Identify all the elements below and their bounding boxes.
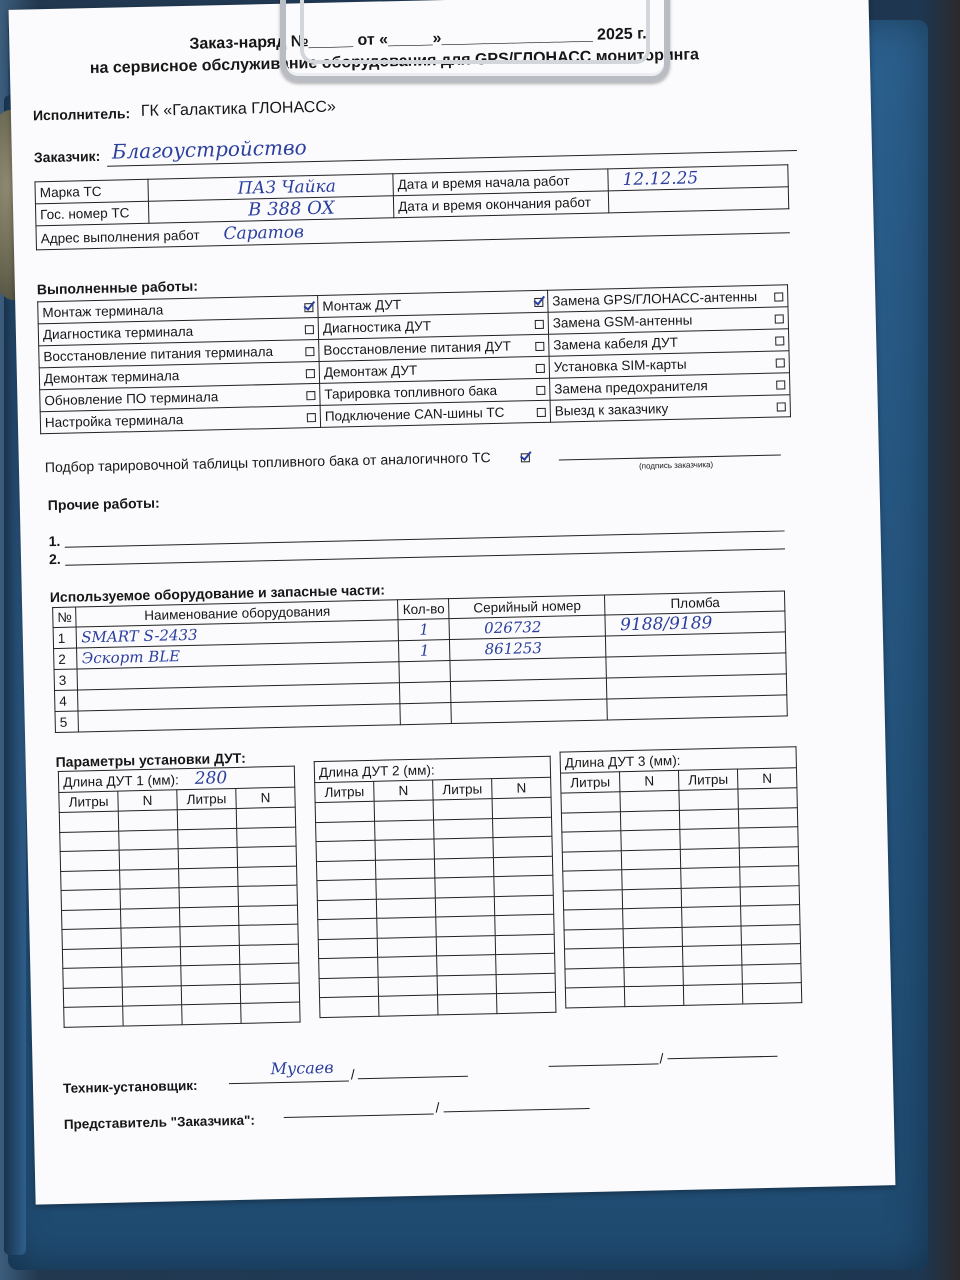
- equipment-cell-n: 2: [54, 648, 78, 670]
- dut-cell[interactable]: [679, 809, 738, 830]
- equipment-cell-name: SMART S-2433: [77, 620, 399, 648]
- dut-cell[interactable]: [181, 984, 240, 1005]
- dut-cell[interactable]: [564, 928, 623, 949]
- calibration-checkbox[interactable]: [521, 453, 530, 462]
- equipment-cell-serial: [451, 699, 607, 724]
- dut-row: [64, 1002, 300, 1027]
- equipment-header: Кол-во: [398, 599, 449, 620]
- dut-header: N: [492, 777, 551, 798]
- dut-cell[interactable]: [622, 888, 681, 909]
- equipment-header: Наименование оборудования: [76, 600, 398, 627]
- customer-rep-name-line: [444, 1108, 590, 1112]
- work-item-label: Подключение CAN-шины ТС: [324, 404, 505, 424]
- work-item-label: Настройка терминала: [44, 412, 184, 431]
- dut-cell[interactable]: [682, 945, 741, 966]
- dut-cell[interactable]: [320, 996, 379, 1017]
- dut-cell[interactable]: [120, 888, 179, 909]
- other-works-title: Прочие работы:: [47, 494, 160, 514]
- dut-cell[interactable]: [494, 875, 553, 896]
- brand-label: Марка ТС: [35, 179, 148, 204]
- dut-table-1: [58, 766, 301, 1028]
- dut-cell[interactable]: [621, 849, 680, 870]
- dut-cell[interactable]: [438, 994, 497, 1015]
- other-works-line-1: [65, 530, 785, 547]
- technician-sign-line: [229, 1080, 349, 1084]
- dut-cell[interactable]: [496, 992, 555, 1013]
- dut-cell[interactable]: [120, 868, 179, 889]
- dut-cell[interactable]: [496, 953, 555, 974]
- work-item-checkbox[interactable]: [305, 347, 314, 356]
- equipment-cell-qty: [400, 703, 451, 725]
- dut-cell[interactable]: [562, 831, 621, 852]
- dut-title: Параметры установки ДУТ:: [55, 749, 247, 771]
- dut-cell[interactable]: [437, 974, 496, 995]
- dut-cell[interactable]: [683, 984, 742, 1005]
- work-item-label: Установка SIM-карты: [553, 356, 687, 375]
- work-item-label: Демонтаж терминала: [43, 368, 180, 387]
- equipment-cell-seal: 9188/9189: [605, 611, 785, 636]
- equipment-cell-n: 1: [53, 627, 77, 649]
- equipment-cell-serial: 861253: [450, 636, 606, 661]
- customer-rep-slash: /: [435, 1099, 440, 1116]
- dut-cell[interactable]: [240, 983, 299, 1004]
- dut-row: [565, 983, 801, 1008]
- dut-table-2: [314, 756, 557, 1018]
- plate-label: Гос. номер ТС: [35, 201, 148, 226]
- extra-slash: /: [659, 1050, 664, 1067]
- dut-cell[interactable]: [377, 917, 436, 938]
- dut-header: N: [619, 770, 678, 791]
- dut-cell[interactable]: [437, 955, 496, 976]
- dut-cell[interactable]: [238, 866, 297, 887]
- work-item-checkbox[interactable]: [535, 320, 544, 329]
- dut-cell[interactable]: [236, 807, 295, 828]
- equipment-cell-qty: 1: [398, 619, 449, 641]
- works-table: [37, 284, 791, 434]
- dut-cell[interactable]: [62, 948, 121, 969]
- work-item-checkbox[interactable]: [304, 303, 313, 312]
- dut-length-cell: Длина ДУТ 2 (мм):: [314, 756, 550, 782]
- dut-cell[interactable]: [742, 983, 801, 1004]
- work-item-checkbox[interactable]: [536, 386, 545, 395]
- equipment-cell-name: Эскорт BLE: [77, 641, 399, 669]
- customer-value: Благоустройство: [111, 135, 307, 164]
- dut-row: [320, 992, 556, 1017]
- dut-cell[interactable]: [561, 792, 620, 813]
- dut-cell[interactable]: [239, 944, 298, 965]
- brand-value: ПАЗ Чайка: [148, 174, 393, 202]
- work-item-checkbox[interactable]: [776, 380, 785, 389]
- dut-cell[interactable]: [493, 836, 552, 857]
- dut-cell[interactable]: [121, 946, 180, 967]
- dut-cell[interactable]: [377, 936, 436, 957]
- dut-cell[interactable]: [376, 878, 435, 899]
- dut-cell[interactable]: [60, 850, 119, 871]
- equipment-cell-seal: [607, 695, 787, 720]
- end-label: Дата и время окончания работ: [393, 191, 608, 218]
- extra-name-line: [668, 1056, 778, 1059]
- dut-cell[interactable]: [237, 827, 296, 848]
- equipment-header: Пломба: [605, 591, 785, 615]
- dut-cell[interactable]: [741, 944, 800, 965]
- dut-cell[interactable]: [61, 909, 120, 930]
- dut-cell[interactable]: [494, 895, 553, 916]
- dut-cell[interactable]: [238, 885, 297, 906]
- work-item-label: Восстановление питания ДУТ: [323, 338, 512, 358]
- dut-cell[interactable]: [181, 964, 240, 985]
- plate-value: В 388 ОХ: [148, 196, 393, 224]
- dut-cell[interactable]: [742, 963, 801, 984]
- dut-cell[interactable]: [180, 925, 239, 946]
- work-item-label: Выезд к заказчику: [554, 401, 669, 419]
- dut-cell[interactable]: [679, 789, 738, 810]
- work-item-label: Замена GPS/ГЛОНАСС-антенны: [552, 289, 758, 309]
- dut-cell[interactable]: [64, 1006, 123, 1027]
- work-item-checkbox[interactable]: [536, 364, 545, 373]
- equipment-cell-qty: [400, 682, 451, 704]
- address-label: Адрес выполнения работ: [40, 227, 200, 246]
- equipment-cell-serial: 026732: [449, 615, 605, 640]
- equipment-cell-qty: [399, 661, 450, 683]
- work-item-checkbox[interactable]: [775, 314, 784, 323]
- dut-cell[interactable]: [738, 807, 797, 828]
- dut-header: Литры: [177, 788, 236, 809]
- title-line-1: Заказ-наряд №_____ от «_____»_________________ 2025 г.: [189, 25, 647, 53]
- dut-cell[interactable]: [434, 838, 493, 859]
- dut-cell[interactable]: [122, 985, 181, 1006]
- work-item: [320, 400, 550, 427]
- dut-cell[interactable]: [240, 963, 299, 984]
- dut-cell[interactable]: [620, 790, 679, 811]
- dut-cell[interactable]: [496, 973, 555, 994]
- work-item-checkbox[interactable]: [776, 358, 785, 367]
- dut-cell[interactable]: [623, 946, 682, 967]
- dut-cell[interactable]: [741, 924, 800, 945]
- dut-cell[interactable]: [118, 810, 177, 831]
- dut-header: N: [374, 780, 433, 801]
- dut-cell[interactable]: [317, 879, 376, 900]
- other-works-1: 1.: [48, 532, 61, 550]
- dut-cell[interactable]: [738, 788, 797, 809]
- technician-label: Техник-установщик:: [62, 1077, 198, 1096]
- dut-cell[interactable]: [680, 828, 739, 849]
- works-title: Выполненные работы:: [36, 277, 199, 298]
- dut-header: Литры: [433, 779, 492, 800]
- technician-slash: /: [350, 1066, 355, 1083]
- dut-cell[interactable]: [61, 870, 120, 891]
- dut-header: N: [118, 790, 177, 811]
- extra-sign-line: [549, 1063, 659, 1066]
- dut-cell[interactable]: [375, 839, 434, 860]
- dut-cell[interactable]: [374, 800, 433, 821]
- dut-cell[interactable]: [315, 801, 374, 822]
- work-order-sheet: [9, 0, 896, 1205]
- dut-cell[interactable]: [378, 975, 437, 996]
- work-item-label: Восстановление питания терминала: [43, 343, 274, 365]
- dut-header: N: [236, 787, 295, 808]
- dut-cell[interactable]: [683, 965, 742, 986]
- dut-cell[interactable]: [562, 850, 621, 871]
- work-item-checkbox[interactable]: [306, 369, 315, 378]
- work-item-label: Диагностика ДУТ: [322, 318, 432, 336]
- customer-rep-sign-line: [284, 1114, 434, 1118]
- dut-cell[interactable]: [565, 948, 624, 969]
- work-item-checkbox[interactable]: [534, 298, 543, 307]
- dut-cell[interactable]: [682, 906, 741, 927]
- dut-cell[interactable]: [178, 847, 237, 868]
- equipment-header: №: [53, 607, 77, 628]
- dut-cell[interactable]: [740, 885, 799, 906]
- dut-cell[interactable]: [318, 938, 377, 959]
- dut-cell[interactable]: [182, 1003, 241, 1024]
- dut-header: Литры: [59, 791, 118, 812]
- dut-cell[interactable]: [435, 896, 494, 917]
- work-item-checkbox[interactable]: [537, 408, 546, 417]
- work-item-label: Замена GSM-антенны: [552, 312, 693, 331]
- customer-signature-line: [559, 455, 781, 461]
- dut-cell[interactable]: [62, 928, 121, 949]
- dut-cell[interactable]: [180, 945, 239, 966]
- dut-cell[interactable]: [239, 924, 298, 945]
- dut-cell[interactable]: [179, 886, 238, 907]
- dut-cell[interactable]: [681, 867, 740, 888]
- dut-cell[interactable]: [739, 846, 798, 867]
- dut-cell[interactable]: [375, 819, 434, 840]
- dut-cell[interactable]: [740, 866, 799, 887]
- calibration-label: Подбор тарировочной таблицы топливного бака от аналогичного ТС: [45, 448, 530, 475]
- dut-cell[interactable]: [739, 827, 798, 848]
- dut-header: N: [737, 768, 796, 789]
- dut-cell[interactable]: [63, 967, 122, 988]
- dut-cell[interactable]: [495, 934, 554, 955]
- work-item-checkbox[interactable]: [777, 402, 786, 411]
- dut-cell[interactable]: [121, 927, 180, 948]
- dut-cell[interactable]: [123, 1005, 182, 1026]
- executor-label: Исполнитель:: [32, 105, 131, 124]
- executor-value: ГК «Галактика ГЛОНАСС»: [140, 98, 337, 120]
- work-item: [550, 395, 790, 422]
- dut-cell[interactable]: [622, 868, 681, 889]
- dut-cell[interactable]: [238, 905, 297, 926]
- dut-cell[interactable]: [63, 987, 122, 1008]
- technician-signature: Мусаев: [270, 1057, 334, 1079]
- dut-cell[interactable]: [119, 829, 178, 850]
- dut-cell[interactable]: [122, 966, 181, 987]
- dut-cell[interactable]: [436, 935, 495, 956]
- dut-cell[interactable]: [318, 918, 377, 939]
- dut-cell[interactable]: [565, 967, 624, 988]
- work-item-label: Обновление ПО терминала: [44, 389, 219, 409]
- dut-header: Литры: [315, 781, 374, 802]
- work-item-checkbox[interactable]: [305, 325, 314, 334]
- dut-cell[interactable]: [681, 887, 740, 908]
- dut-cell[interactable]: [565, 987, 624, 1008]
- dut-cell[interactable]: [434, 857, 493, 878]
- dut-cell[interactable]: [493, 817, 552, 838]
- dut-cell[interactable]: [119, 849, 178, 870]
- work-item-label: Монтаж терминала: [42, 302, 164, 321]
- dut-cell[interactable]: [319, 957, 378, 978]
- dut-cell[interactable]: [433, 799, 492, 820]
- clipboard-clip-inner: [300, 0, 650, 64]
- work-item-checkbox[interactable]: [535, 342, 544, 351]
- work-item-checkbox[interactable]: [307, 413, 316, 422]
- dut-header: Литры: [561, 772, 620, 793]
- dut-cell[interactable]: [741, 905, 800, 926]
- dut-cell[interactable]: [375, 858, 434, 879]
- dut-cell[interactable]: [493, 856, 552, 877]
- address-value: Саратов: [223, 221, 305, 244]
- other-works-2: 2.: [48, 550, 61, 568]
- dut-cell[interactable]: [624, 966, 683, 987]
- dut-cell[interactable]: [179, 906, 238, 927]
- work-item-checkbox[interactable]: [306, 391, 315, 400]
- other-works-line-2: [65, 548, 785, 565]
- work-item-label: Замена кабеля ДУТ: [553, 334, 679, 353]
- dut-length-cell: Длина ДУТ 1 (мм): 280: [58, 766, 294, 792]
- dut-cell[interactable]: [60, 831, 119, 852]
- start-value: 12.12.25: [608, 165, 788, 191]
- work-item-label: Замена предохранителя: [554, 378, 708, 397]
- title-line-2: на сервисное обслуживание оборудования для GPS/ГЛОНАСС мониторинга: [89, 46, 700, 78]
- dut-cell[interactable]: [59, 811, 118, 832]
- equipment-cell-qty: 1: [399, 640, 450, 662]
- work-item-label: Тарировка топливного бака: [324, 382, 498, 402]
- dut-header: Литры: [678, 769, 737, 790]
- vehicle-table: [34, 164, 789, 250]
- dut-cell[interactable]: [492, 797, 551, 818]
- dut-cell[interactable]: [178, 828, 237, 849]
- signature-caption: (подпись заказчика): [638, 460, 714, 471]
- dut-cell[interactable]: [623, 907, 682, 928]
- dut-cell[interactable]: [120, 907, 179, 928]
- dut-cell[interactable]: [680, 848, 739, 869]
- dut-cell[interactable]: [61, 889, 120, 910]
- dut-cell[interactable]: [177, 808, 236, 829]
- dut-cell[interactable]: [241, 1002, 300, 1023]
- dut-cell[interactable]: [435, 877, 494, 898]
- dut-cell[interactable]: [434, 818, 493, 839]
- equipment-title: Используемое оборудование и запасные части:: [49, 581, 386, 606]
- dut-cell[interactable]: [563, 889, 622, 910]
- work-item-checkbox[interactable]: [774, 292, 783, 301]
- dut-cell[interactable]: [316, 860, 375, 881]
- dut-cell[interactable]: [621, 829, 680, 850]
- equipment-header: Серийный номер: [449, 595, 605, 619]
- dut-cell[interactable]: [316, 840, 375, 861]
- customer-label: Заказчик:: [33, 147, 101, 166]
- start-label: Дата и время начала работ: [393, 169, 608, 196]
- dut-cell[interactable]: [237, 846, 296, 867]
- work-item-checkbox[interactable]: [775, 336, 784, 345]
- dut-cell[interactable]: [620, 810, 679, 831]
- dut-cell[interactable]: [319, 977, 378, 998]
- dut-cell[interactable]: [379, 995, 438, 1016]
- dut-length-cell: Длина ДУТ 3 (мм):: [560, 747, 796, 773]
- dut-cell[interactable]: [436, 916, 495, 937]
- equipment-cell-n: 4: [55, 690, 79, 712]
- dut-cell[interactable]: [495, 914, 554, 935]
- dut-cell[interactable]: [316, 821, 375, 842]
- dut-cell[interactable]: [564, 909, 623, 930]
- dut-cell[interactable]: [563, 870, 622, 891]
- dut-cell[interactable]: [623, 927, 682, 948]
- dut-cell[interactable]: [376, 897, 435, 918]
- technician-name-line: [358, 1076, 468, 1079]
- work-item-label: Монтаж ДУТ: [322, 297, 402, 314]
- dut-cell[interactable]: [179, 867, 238, 888]
- dut-cell[interactable]: [561, 811, 620, 832]
- equipment-cell-n: 5: [55, 711, 79, 733]
- dut-table-3: [560, 746, 803, 1008]
- dut-cell[interactable]: [682, 926, 741, 947]
- equipment-cell-n: 3: [54, 669, 78, 691]
- work-item-label: Диагностика терминала: [42, 323, 194, 343]
- dut-cell[interactable]: [624, 985, 683, 1006]
- equipment-table: [52, 590, 788, 733]
- customer-rep-label: Представитель "Заказчика":: [63, 1112, 256, 1132]
- dut-cell[interactable]: [378, 956, 437, 977]
- dut-cell[interactable]: [317, 899, 376, 920]
- work-item-label: Демонтаж ДУТ: [323, 362, 418, 380]
